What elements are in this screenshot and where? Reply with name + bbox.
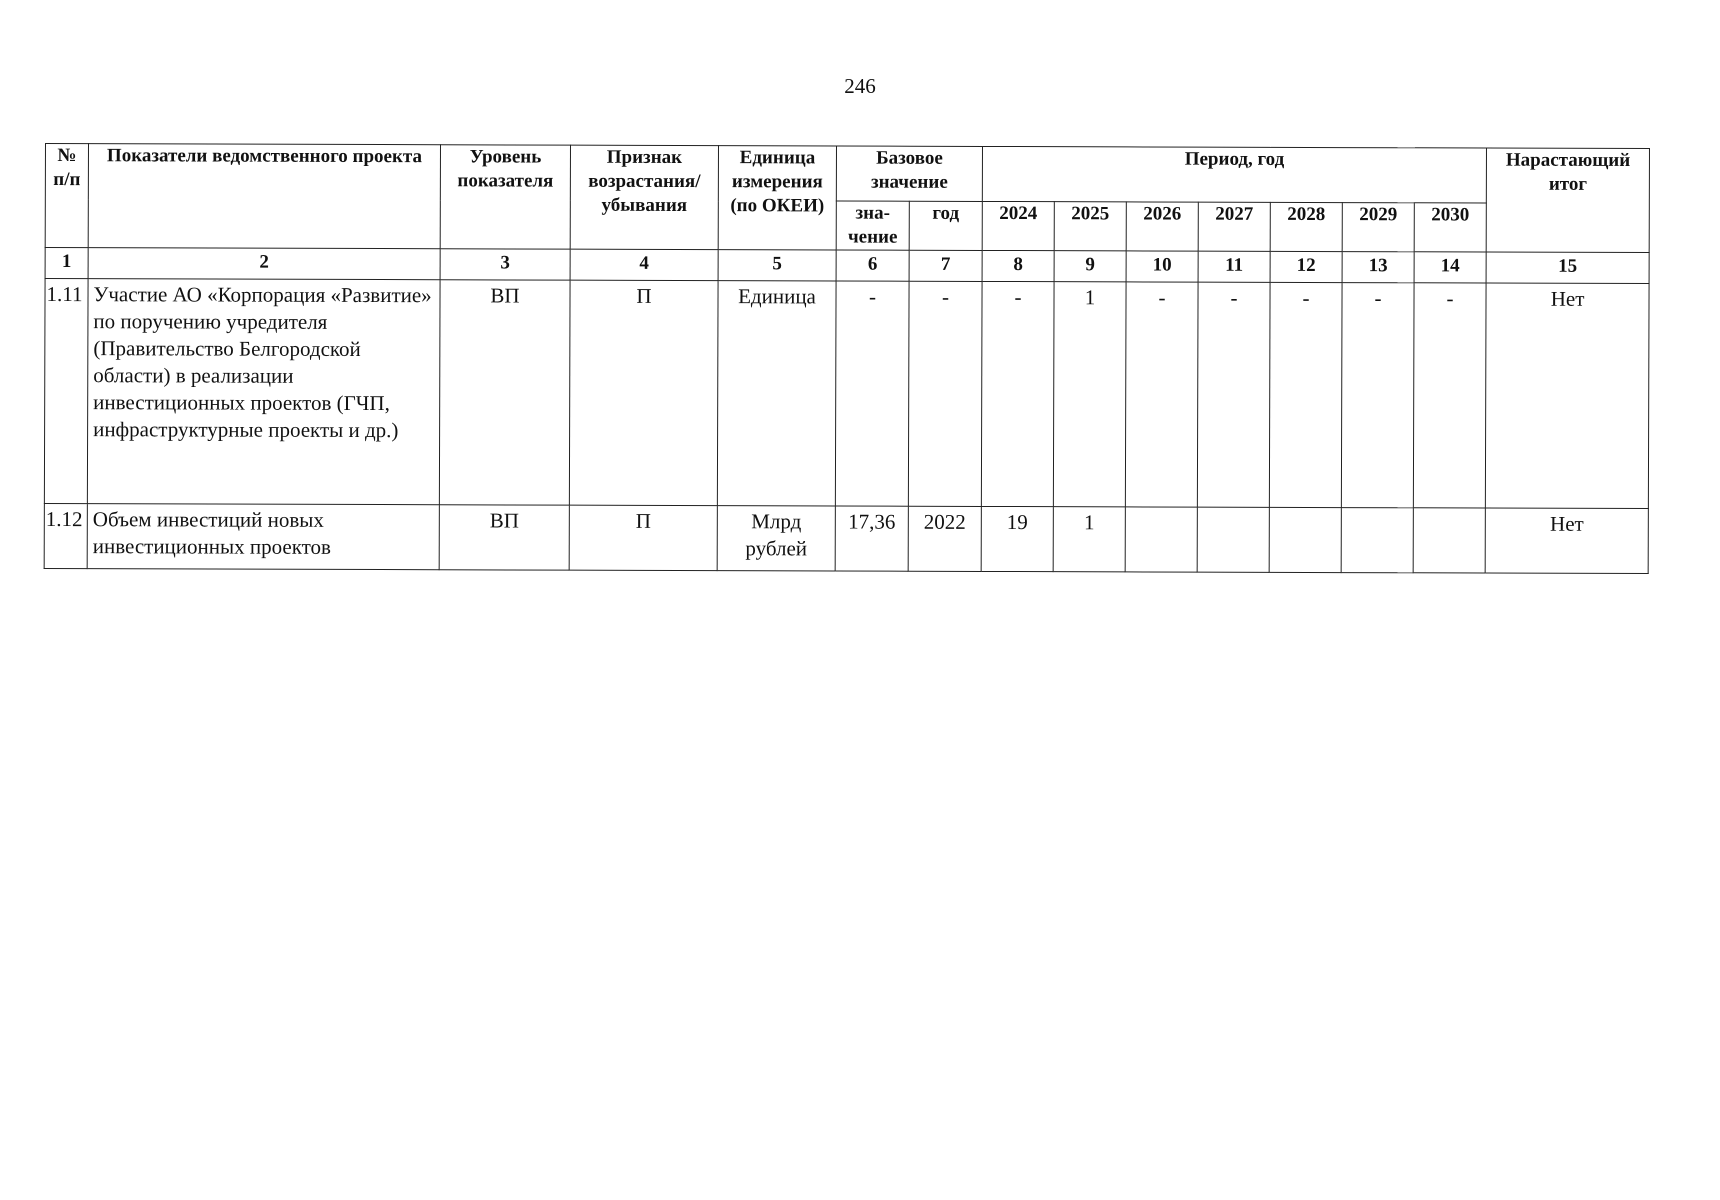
header-period: Период, год — [982, 146, 1486, 203]
row-total: Нет — [1485, 283, 1649, 509]
row-sign: П — [569, 280, 718, 505]
column-number: 7 — [909, 250, 982, 281]
header-total: Нарастающий итог — [1486, 148, 1649, 253]
row-unit: Млрд рублей — [717, 506, 835, 571]
column-number: 12 — [1270, 251, 1342, 282]
row-year-value: - — [981, 281, 1054, 506]
column-number: 5 — [718, 250, 836, 281]
table-row — [44, 503, 1648, 573]
column-number: 3 — [440, 249, 570, 280]
row-year-value: - — [1413, 283, 1486, 508]
indicators-table-container — [44, 143, 1649, 574]
row-year-value: 19 — [981, 506, 1053, 571]
column-number: 15 — [1486, 252, 1649, 284]
header-indicator: Показатели ведомственного проекта — [88, 144, 440, 249]
row-year-value: 1 — [1053, 507, 1125, 572]
row-year-value: - — [1197, 282, 1270, 507]
row-base-value: 17,36 — [835, 506, 908, 571]
row-num: 1.12 — [44, 503, 87, 568]
header-sign: Признак возрастания/ убывания — [570, 145, 718, 249]
row-year-value: - — [1269, 282, 1342, 507]
column-number: 4 — [570, 249, 718, 280]
header-unit: Единица измерения (по ОКЕИ) — [718, 146, 836, 250]
row-level: ВП — [439, 280, 570, 505]
column-number: 13 — [1342, 252, 1414, 283]
column-number: 10 — [1126, 251, 1198, 282]
header-year: 2027 — [1198, 202, 1270, 251]
row-year-value — [1341, 508, 1413, 573]
header-base-value: зна- чение — [836, 201, 909, 250]
column-number: 9 — [1054, 251, 1126, 282]
header-year: 2025 — [1054, 202, 1126, 251]
row-year-value — [1125, 507, 1197, 572]
column-number: 2 — [88, 248, 440, 280]
row-year-value — [1269, 507, 1341, 572]
header-base-year: год — [909, 201, 982, 250]
row-year-value: - — [1341, 283, 1414, 508]
row-unit: Единица — [717, 281, 836, 506]
row-indicator: Объем инвестиций новых инвестиционных проектов — [87, 504, 439, 570]
header-year: 2029 — [1342, 203, 1414, 252]
row-year-value — [1413, 508, 1485, 573]
column-number-row — [45, 248, 1649, 284]
indicators-table — [44, 143, 1650, 574]
column-number: 14 — [1414, 252, 1486, 283]
header-level: Уровень показателя — [440, 145, 570, 249]
column-number: 8 — [982, 250, 1054, 281]
row-sign: П — [569, 505, 717, 570]
row-base-year: 2022 — [908, 506, 981, 571]
row-year-value — [1197, 507, 1269, 572]
header-year: 2024 — [982, 201, 1054, 250]
header-year: 2030 — [1414, 203, 1486, 252]
row-year-value: - — [1125, 282, 1198, 507]
header-base: Базовое значение — [836, 146, 982, 201]
column-number: 6 — [836, 250, 909, 281]
header-num: № п/п — [45, 144, 88, 248]
table-row — [44, 279, 1649, 509]
row-year-value: 1 — [1053, 282, 1126, 507]
row-base-value: - — [835, 281, 909, 506]
column-number: 11 — [1198, 251, 1270, 282]
row-level: ВП — [439, 505, 569, 570]
header-year: 2028 — [1270, 202, 1342, 251]
header-row-1 — [45, 144, 1649, 204]
column-number: 1 — [45, 248, 88, 279]
row-num: 1.11 — [44, 279, 88, 504]
row-total: Нет — [1485, 508, 1648, 574]
page-number: 246 — [844, 74, 876, 98]
row-base-year: - — [908, 281, 982, 506]
header-year: 2026 — [1126, 202, 1198, 251]
row-indicator: Участие АО «Корпорация «Развитие» по поручению учредителя (Правительство Белгородской области) в реализации инвестиционных проектов (ГЧП, инфраструктурные проекты и др.) — [87, 279, 440, 505]
